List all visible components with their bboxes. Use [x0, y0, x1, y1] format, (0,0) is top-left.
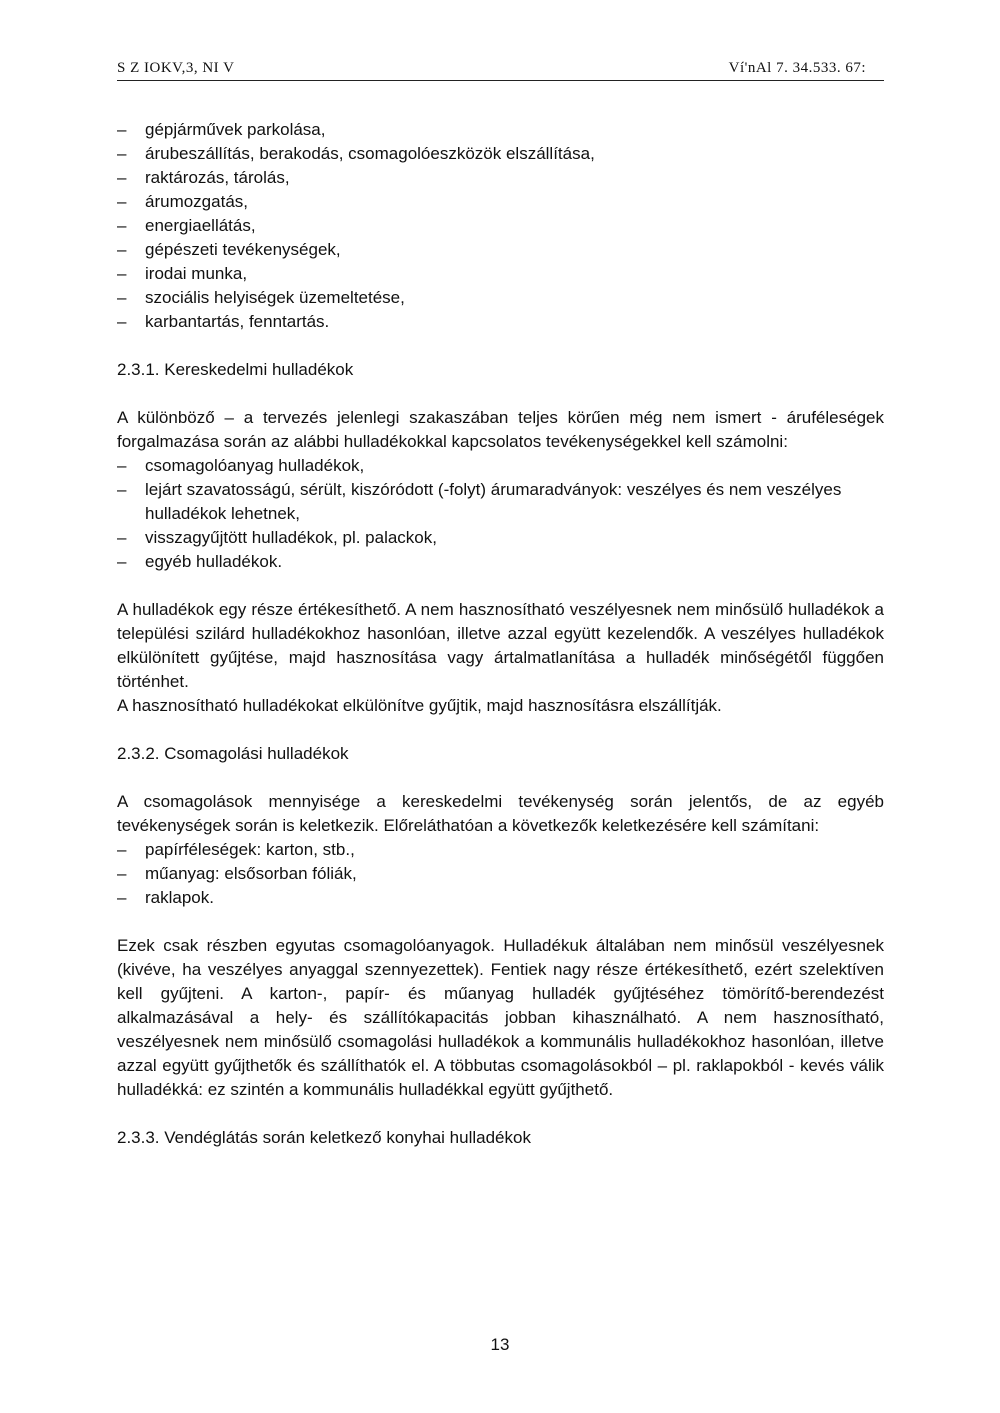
list-item: – irodai munka,: [117, 262, 884, 286]
list-item: – árumozgatás,: [117, 190, 884, 214]
activity-list: [117, 118, 884, 334]
list-item: – papírféleségek: karton, stb.,: [117, 838, 884, 862]
list-item: – szociális helyiségek üzemeltetése,: [117, 286, 884, 310]
section-heading: 2.3.2. Csomagolási hulladékok: [117, 744, 349, 763]
header-left-text: S Z IOKV,3, NI V: [117, 60, 235, 76]
page-header: [117, 56, 884, 81]
section-heading: 2.3.1. Kereskedelmi hulladékok: [117, 360, 354, 379]
list-item: – raktározás, tárolás,: [117, 166, 884, 190]
list-item: – csomagolóanyag hulladékok,: [117, 454, 884, 478]
paragraph: Ezek csak részben egyutas csomagolóanyagok. Hulladékuk általában nem minősül veszélyesnek (kivéve, ha veszélyes anyaggal szennyezettek). Fentiek nagy része értékesíthető, ezért szelektíven kell gyűjteni. A karton-, papír- és műanyag hulladék gyűjtéséhez tömörítő-berendezést alkalmazásával a hely- és szállítókapacitás jobban kihasználható. A nem hasznosítható, veszélyesnek nem minősülő csomagolási hulladékok a kommunális hulladékokhoz hasonlóan, illetve azzal együtt gyűjthetők és szállíthatók el. A többutas csomagolásokból – pl. raklapokból - kevés válik hulladékká: ez szintén a kommunális hulladékkal együtt gyűjthető.: [117, 936, 884, 1099]
list-item: – karbantartás, fenntartás.: [117, 310, 884, 334]
list-item: – műanyag: elsősorban fóliák,: [117, 862, 884, 886]
paragraph: A hulladékok egy része értékesíthető. A nem hasznosítható veszélyesnek nem minősülő hulladékok a települési szilárd hulladékokhoz hasonlóan, illetve azzal együtt kezelendők. A veszélyes hulladékok elkülönített gyűjtése, majd hasznosítása vagy ártalmatlanítása a hulladék minőségétől függően történhet.: [117, 600, 884, 691]
section-intro-paragraph: A csomagolások mennyisége a kereskedelmi tevékenység során jelentős, de az egyéb tevékenységek során is keletkezik. Előreláthatóan a következők keletkezésére kell számítani:: [117, 792, 884, 835]
list-item: – raklapok.: [117, 886, 884, 910]
list-item: – árubeszállítás, berakodás, csomagolóeszközök elszállítása,: [117, 142, 884, 166]
document-body: [117, 118, 884, 1150]
list-item: – gépjárművek parkolása,: [117, 118, 884, 142]
list-item: – gépészeti tevékenységek,: [117, 238, 884, 262]
waste-list: [117, 454, 884, 574]
list-item: – energiaellátás,: [117, 214, 884, 238]
page-number: 13: [490, 1335, 510, 1354]
paragraph: A hasznosítható hulladékokat elkülönítve gyűjtik, majd hasznosításra elszállítják.: [117, 696, 722, 715]
header-right-text: Ví'nAl 7. 34.533. 67:: [728, 60, 866, 76]
packaging-list: [117, 838, 884, 910]
list-item: – visszagyűjtött hulladékok, pl. palackok,: [117, 526, 884, 550]
section-intro-paragraph: A különböző – a tervezés jelenlegi szakaszában teljes körűen még nem ismert - áruféleségek forgalmazása során az alábbi hulladékokkal kapcsolatos tevékenységekkel kell számolni:: [117, 408, 884, 451]
list-item: – egyéb hulladékok.: [117, 550, 884, 574]
document-page: [117, 56, 884, 1150]
section-heading: 2.3.3. Vendéglátás során keletkező konyhai hulladékok: [117, 1128, 531, 1147]
list-item: – lejárt szavatosságú, sérült, kiszóródott (-folyt) árumaradványok: veszélyes és nem veszélyes hulladékok lehetnek,: [117, 478, 884, 526]
